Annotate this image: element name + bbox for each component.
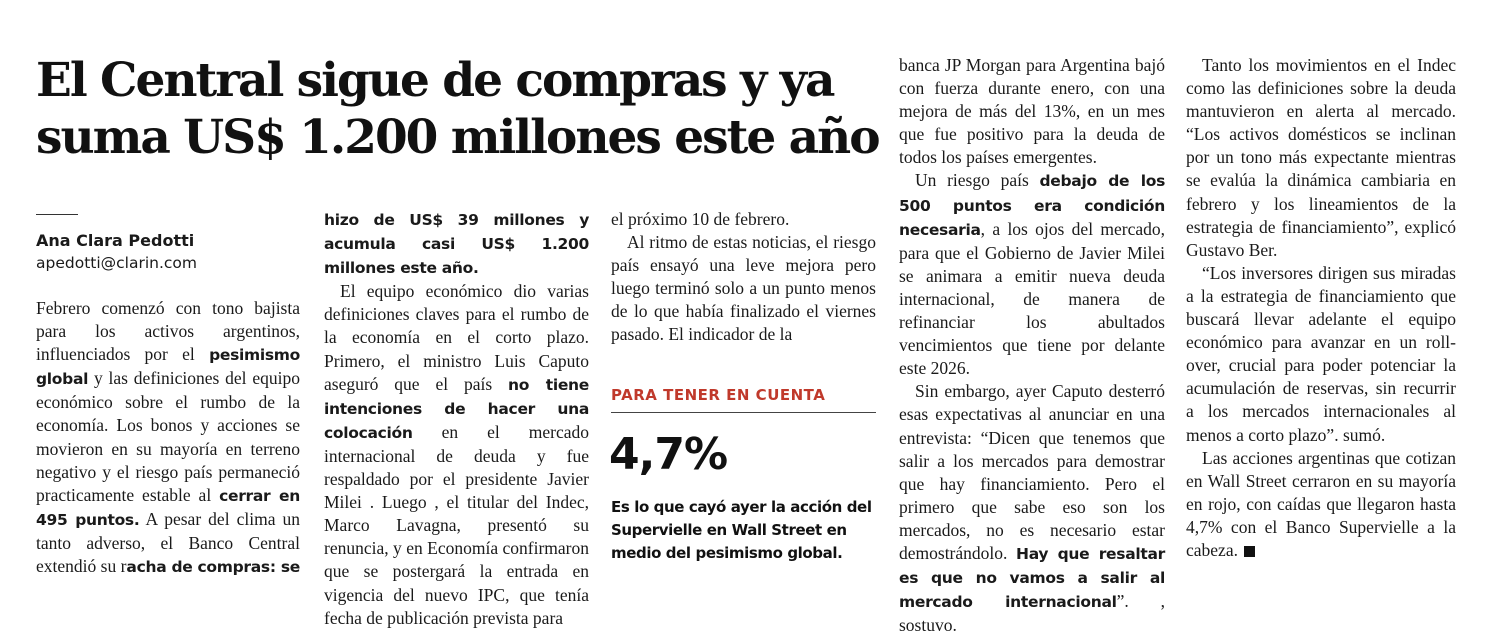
text: Las acciones argentinas que cotizan en Wall Street cerraron en su mayoría en rojo, con caídas que llegaron hasta 4,7% con el Banco Supervielle a la cabeza. (1186, 447, 1456, 560)
article-column-5 (1186, 54, 1456, 562)
paragraph: banca JP Morgan para Argentina bajó con fuerza durante enero, con una mejora de más del 13%, en un mes que fue positivo para la deuda de todos los países emergentes. (899, 55, 1165, 168)
paragraph (1186, 447, 1456, 562)
headline (36, 52, 886, 166)
bold-text: pesimismo global (36, 346, 300, 389)
bold-text: no tiene intenciones de hacer una colocación (324, 375, 589, 442)
text: Febrero comenzó con tono bajista para los activos argentinos, influenciados por el (36, 298, 300, 365)
bold-text: acha de compras: se (126, 558, 300, 577)
paragraph (324, 280, 589, 629)
article-column-2 (324, 208, 589, 630)
headline-line-2: suma US$ 1.200 millones este año (36, 110, 879, 165)
headline-line-1: El Central sigue de compras y ya (36, 53, 834, 108)
byline-rule (36, 214, 78, 215)
bold-text: cerrar en 495 puntos. (36, 486, 300, 529)
text: A pesar del clima un tanto adverso, el Banco Central extendió su r (36, 508, 300, 577)
paragraph: el próximo 10 de febrero. (611, 209, 790, 229)
text: y las definiciones del equipo económico sobre el rumbo de la economía. Los bonos y acciones se movieron en su mayoría en terreno negativo y el riesgo país permaneció practicamente estable al (36, 368, 300, 505)
text: Un riesgo país (915, 170, 1040, 191)
sidebar-box-figure: 4,7% (609, 429, 728, 480)
paragraph (899, 169, 1165, 380)
text: El equipo económico dio varias definiciones claves para el rumbo de la economía en el corto plazo. Primero, el ministro Luis Caputo aseguró que el país (324, 281, 589, 394)
article-column-4 (899, 54, 1165, 637)
byline (36, 230, 306, 274)
text: Sin embargo, ayer Caputo desterró esas expectativas al anunciar en una entrevista: “Dicen que tenemos que salir a los mercados para demostrar que hay financiamiento. Pero el primero que sabe eso son los mercados, no es necesario estar demostrándolo. (899, 381, 1165, 563)
paragraph (899, 380, 1165, 637)
bold-text: Hay que resaltar es que no vamos a salir al mercado internacional (899, 544, 1165, 612)
byline-email[interactable]: apedotti@clarin.com (36, 254, 198, 272)
sidebar-box-label: PARA TENER EN CUENTA (611, 386, 826, 404)
paragraph (324, 208, 589, 280)
paragraph: “Los inversores dirigen sus miradas a la estrategia de financiamiento que buscará llevar adelante el equipo económico para avanzar en un roll-over, crucial para poder potenciar la acumulación de reservas, sin recurrir a los mercados internacionales al menos a corto plazo”. sumó. (1186, 262, 1456, 445)
text: ”. , sostuvo. (899, 591, 1165, 636)
paragraph (36, 297, 300, 579)
end-of-article-square-icon (1244, 546, 1255, 557)
article-column-3 (611, 208, 876, 347)
paragraph: Tanto los movimientos en el Indec como las definiciones sobre la deuda mantuvieron en alerta al mercado. “Los activos domésticos se inclinan por un tono más expectante mientras se evalúa la dinámica cambiaria en febrero y los lineamientos de la estrategia de financiamiento”, explicó Gustavo Ber. (1186, 55, 1456, 260)
article-column-1 (36, 297, 300, 579)
sidebar-box-rule (611, 412, 876, 413)
byline-author: Ana Clara Pedotti (36, 231, 195, 250)
text: en el mercado internacional de deuda y fue respaldado por el presidente Javier Milei . Luego , el titular del Indec, Marco Lavagna, presentó su renuncia, y en Economía confirmaron que se postergará la entrada en vigencia del nuevo IPC, que tenía fecha de publicación prevista para (324, 421, 589, 628)
bold-text: debajo de los 500 puntos era condición necesaria (899, 172, 1165, 239)
bold-text: hizo de US$ 39 millones y acumula casi US$ 1.200 millones este año. (324, 211, 589, 278)
text: , a los ojos del mercado, para que el Gobierno de Javier Milei se animara a emitir nueva deuda internacional, de manera de refinanciar los abultados vencimientos que tiene por delante este 2026. (899, 218, 1165, 379)
paragraph: Al ritmo de estas noticias, el riesgo país ensayó una leve mejora pero luego terminó solo a un punto menos de lo que había finalizado el viernes pasado. El indicador de la (611, 232, 876, 345)
sidebar-box-caption: Es lo que cayó ayer la acción del Supervielle en Wall Street en medio del pesimismo global. (611, 498, 872, 562)
